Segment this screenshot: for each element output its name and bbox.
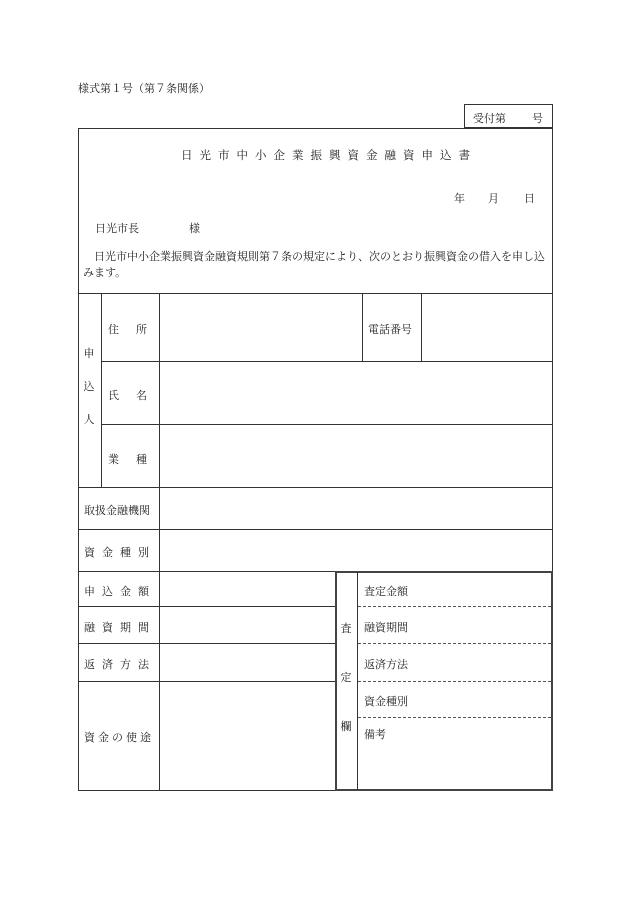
reception-label: 受付第 [473, 112, 506, 125]
form-title: 日光市中小企業振興資金融資申込書 [181, 148, 477, 162]
name-label: 氏 名 [108, 389, 150, 402]
date-year-field[interactable] [420, 186, 452, 204]
date-day-label: 日 [524, 192, 535, 205]
address-label: 住 所 [108, 323, 150, 336]
addressee-honorific: 様 [189, 222, 200, 235]
assessment-group-label: 査 定 欄 [340, 622, 352, 733]
loan-period-label: 融資期間 [84, 621, 156, 634]
form-number: 様式第１号（第７条関係） [78, 82, 210, 95]
assessed-loan-period-field[interactable] [420, 609, 550, 641]
application-amount-field[interactable] [161, 573, 333, 604]
reception-suffix: 号 [532, 112, 543, 125]
date-month-field[interactable] [468, 186, 486, 204]
fund-usage-field[interactable] [161, 683, 333, 789]
industry-field[interactable] [161, 426, 551, 485]
financial-institution-field[interactable] [161, 489, 551, 527]
intro-text: 日光市中小企業振興資金融資規則第７条の規定により、次のとおり振興資金の借入を申し込みます。 [83, 250, 545, 279]
application-amount-label: 申込金額 [84, 585, 156, 598]
date-day-field[interactable] [503, 186, 521, 204]
assessed-amount-label: 査定金額 [364, 585, 408, 598]
phone-label: 電話番号 [368, 323, 412, 336]
fund-usage-label: 資金の使途 [84, 731, 154, 744]
phone-field[interactable] [423, 295, 551, 359]
fund-type-field[interactable] [161, 531, 551, 569]
financial-institution-label: 取扱金融機関 [84, 504, 150, 517]
address-field[interactable] [161, 295, 360, 359]
addressee-name: 日光市長 [95, 222, 139, 235]
assessed-amount-field[interactable] [420, 574, 550, 604]
fund-type-label: 資金種別 [84, 546, 156, 559]
reception-number-field[interactable] [508, 106, 530, 126]
name-field[interactable] [161, 363, 551, 422]
assessed-fund-type-label: 資金種別 [364, 695, 408, 708]
industry-label: 業 種 [108, 453, 150, 466]
date-year-label: 年 [454, 192, 465, 205]
assessed-repayment-method-label: 返済方法 [364, 658, 408, 671]
remarks-label: 備考 [364, 728, 386, 741]
assessed-repayment-method-field[interactable] [420, 646, 550, 679]
loan-period-field[interactable] [161, 608, 333, 641]
assessed-fund-type-field[interactable] [420, 684, 550, 715]
repayment-method-label: 返済方法 [84, 658, 156, 671]
assessed-loan-period-label: 融資期間 [364, 621, 408, 634]
applicant-group-label: 申 込 人 [83, 347, 95, 426]
remarks-field[interactable] [360, 742, 550, 788]
date-month-label: 月 [488, 192, 499, 205]
repayment-method-field[interactable] [161, 645, 333, 679]
